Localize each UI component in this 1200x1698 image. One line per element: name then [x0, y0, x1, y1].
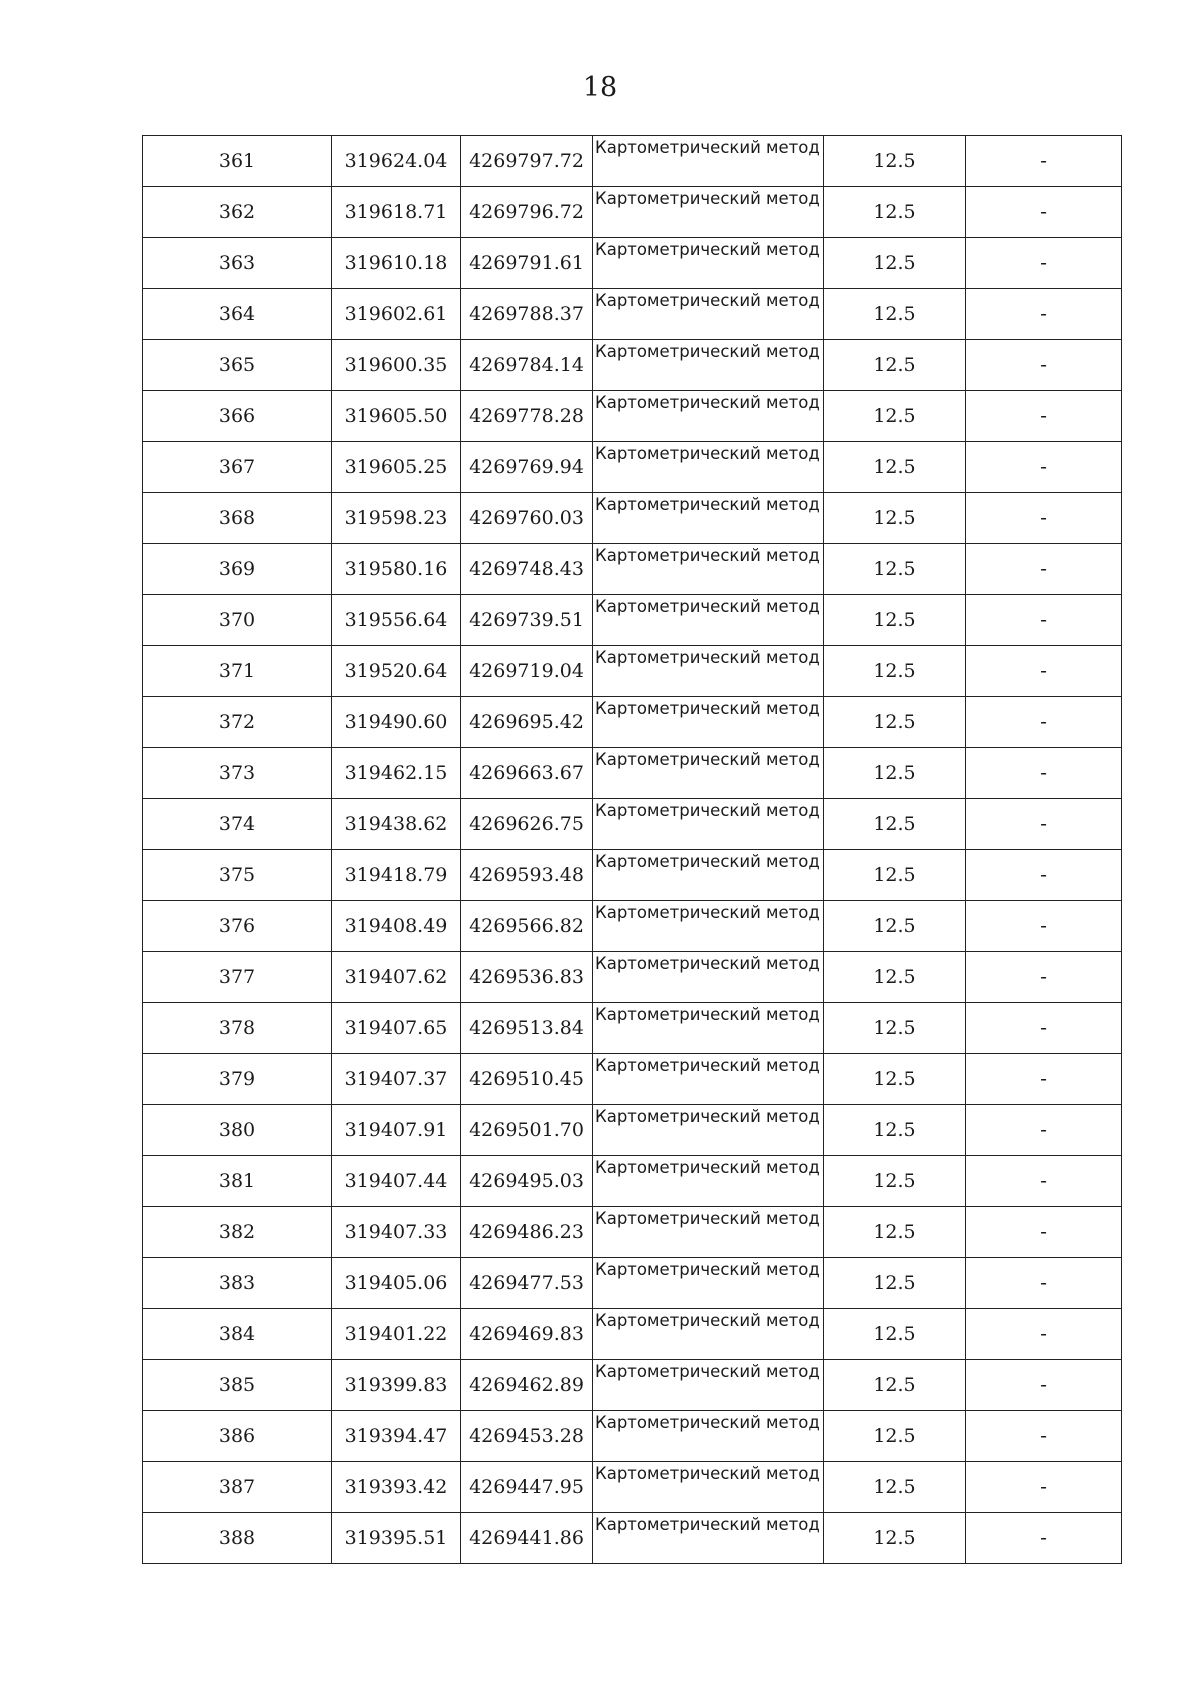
accuracy-cell: 12.5 [824, 901, 966, 952]
method-cell: Картометрический метод [593, 595, 824, 646]
note-cell: - [966, 1003, 1122, 1054]
accuracy-cell: 12.5 [824, 1462, 966, 1513]
table-row [143, 901, 1122, 952]
point-number-cell: 381 [143, 1156, 332, 1207]
method-cell: Картометрический метод [593, 697, 824, 748]
method-cell: Картометрический метод [593, 799, 824, 850]
note-cell: - [966, 1309, 1122, 1360]
accuracy-cell: 12.5 [824, 1360, 966, 1411]
accuracy-cell: 12.5 [824, 1156, 966, 1207]
table-row [143, 1003, 1122, 1054]
table-row [143, 1513, 1122, 1564]
point-number-cell: 373 [143, 748, 332, 799]
note-cell: - [966, 1207, 1122, 1258]
x-coordinate-cell: 319580.16 [332, 544, 461, 595]
point-number-cell: 362 [143, 187, 332, 238]
note-cell: - [966, 799, 1122, 850]
x-coordinate-cell: 319605.50 [332, 391, 461, 442]
point-number-cell: 368 [143, 493, 332, 544]
note-cell: - [966, 442, 1122, 493]
accuracy-cell: 12.5 [824, 1003, 966, 1054]
note-cell: - [966, 952, 1122, 1003]
point-number-cell: 386 [143, 1411, 332, 1462]
accuracy-cell: 12.5 [824, 136, 966, 187]
note-cell: - [966, 646, 1122, 697]
table-row [143, 136, 1122, 187]
point-number-cell: 370 [143, 595, 332, 646]
method-cell: Картометрический метод [593, 1462, 824, 1513]
note-cell: - [966, 1258, 1122, 1309]
note-cell: - [966, 391, 1122, 442]
note-cell: - [966, 238, 1122, 289]
x-coordinate-cell: 319399.83 [332, 1360, 461, 1411]
method-cell: Картометрический метод [593, 1003, 824, 1054]
y-coordinate-cell: 4269788.37 [461, 289, 593, 340]
accuracy-cell: 12.5 [824, 1309, 966, 1360]
method-cell: Картометрический метод [593, 544, 824, 595]
accuracy-cell: 12.5 [824, 1258, 966, 1309]
table-row [143, 646, 1122, 697]
method-cell: Картометрический метод [593, 748, 824, 799]
method-cell: Картометрический метод [593, 1309, 824, 1360]
accuracy-cell: 12.5 [824, 544, 966, 595]
method-cell: Картометрический метод [593, 493, 824, 544]
note-cell: - [966, 1054, 1122, 1105]
x-coordinate-cell: 319610.18 [332, 238, 461, 289]
table-row [143, 289, 1122, 340]
method-cell: Картометрический метод [593, 952, 824, 1003]
note-cell: - [966, 289, 1122, 340]
x-coordinate-cell: 319600.35 [332, 340, 461, 391]
accuracy-cell: 12.5 [824, 799, 966, 850]
table-row [143, 1360, 1122, 1411]
method-cell: Картометрический метод [593, 1156, 824, 1207]
method-cell: Картометрический метод [593, 1105, 824, 1156]
y-coordinate-cell: 4269593.48 [461, 850, 593, 901]
x-coordinate-cell: 319395.51 [332, 1513, 461, 1564]
table-row [143, 1054, 1122, 1105]
y-coordinate-cell: 4269719.04 [461, 646, 593, 697]
table-row [143, 1462, 1122, 1513]
x-coordinate-cell: 319405.06 [332, 1258, 461, 1309]
method-cell: Картометрический метод [593, 187, 824, 238]
accuracy-cell: 12.5 [824, 646, 966, 697]
point-number-cell: 378 [143, 1003, 332, 1054]
accuracy-cell: 12.5 [824, 595, 966, 646]
accuracy-cell: 12.5 [824, 391, 966, 442]
x-coordinate-cell: 319393.42 [332, 1462, 461, 1513]
note-cell: - [966, 1105, 1122, 1156]
point-number-cell: 388 [143, 1513, 332, 1564]
method-cell: Картометрический метод [593, 850, 824, 901]
x-coordinate-cell: 319407.33 [332, 1207, 461, 1258]
point-number-cell: 383 [143, 1258, 332, 1309]
point-number-cell: 364 [143, 289, 332, 340]
y-coordinate-cell: 4269796.72 [461, 187, 593, 238]
point-number-cell: 385 [143, 1360, 332, 1411]
accuracy-cell: 12.5 [824, 952, 966, 1003]
accuracy-cell: 12.5 [824, 238, 966, 289]
x-coordinate-cell: 319407.62 [332, 952, 461, 1003]
point-number-cell: 363 [143, 238, 332, 289]
accuracy-cell: 12.5 [824, 340, 966, 391]
table-row [143, 748, 1122, 799]
table-row [143, 697, 1122, 748]
accuracy-cell: 12.5 [824, 850, 966, 901]
page-number: 18 [582, 72, 618, 103]
note-cell: - [966, 340, 1122, 391]
note-cell: - [966, 1462, 1122, 1513]
table-row [143, 391, 1122, 442]
method-cell: Картометрический метод [593, 1411, 824, 1462]
point-number-cell: 367 [143, 442, 332, 493]
note-cell: - [966, 493, 1122, 544]
table-row [143, 442, 1122, 493]
point-number-cell: 379 [143, 1054, 332, 1105]
table-row [143, 1309, 1122, 1360]
table-row [143, 595, 1122, 646]
y-coordinate-cell: 4269626.75 [461, 799, 593, 850]
y-coordinate-cell: 4269513.84 [461, 1003, 593, 1054]
table-row [143, 544, 1122, 595]
y-coordinate-cell: 4269791.61 [461, 238, 593, 289]
point-number-cell: 365 [143, 340, 332, 391]
table-row [143, 799, 1122, 850]
table-row [143, 493, 1122, 544]
table-row [143, 952, 1122, 1003]
method-cell: Картометрический метод [593, 340, 824, 391]
table-row [143, 238, 1122, 289]
point-number-cell: 382 [143, 1207, 332, 1258]
table-row [143, 1156, 1122, 1207]
accuracy-cell: 12.5 [824, 289, 966, 340]
x-coordinate-cell: 319394.47 [332, 1411, 461, 1462]
x-coordinate-cell: 319624.04 [332, 136, 461, 187]
method-cell: Картометрический метод [593, 391, 824, 442]
x-coordinate-cell: 319407.44 [332, 1156, 461, 1207]
y-coordinate-cell: 4269462.89 [461, 1360, 593, 1411]
y-coordinate-cell: 4269760.03 [461, 493, 593, 544]
point-number-cell: 384 [143, 1309, 332, 1360]
y-coordinate-cell: 4269695.42 [461, 697, 593, 748]
accuracy-cell: 12.5 [824, 493, 966, 544]
accuracy-cell: 12.5 [824, 442, 966, 493]
x-coordinate-cell: 319408.49 [332, 901, 461, 952]
note-cell: - [966, 1156, 1122, 1207]
method-cell: Картометрический метод [593, 901, 824, 952]
y-coordinate-cell: 4269447.95 [461, 1462, 593, 1513]
y-coordinate-cell: 4269477.53 [461, 1258, 593, 1309]
table-row [143, 1258, 1122, 1309]
x-coordinate-cell: 319598.23 [332, 493, 461, 544]
table-row [143, 1411, 1122, 1462]
point-number-cell: 366 [143, 391, 332, 442]
method-cell: Картометрический метод [593, 238, 824, 289]
accuracy-cell: 12.5 [824, 1105, 966, 1156]
x-coordinate-cell: 319490.60 [332, 697, 461, 748]
accuracy-cell: 12.5 [824, 187, 966, 238]
note-cell: - [966, 544, 1122, 595]
point-number-cell: 377 [143, 952, 332, 1003]
y-coordinate-cell: 4269769.94 [461, 442, 593, 493]
accuracy-cell: 12.5 [824, 1054, 966, 1105]
accuracy-cell: 12.5 [824, 1207, 966, 1258]
point-number-cell: 371 [143, 646, 332, 697]
table-row [143, 1207, 1122, 1258]
point-number-cell: 361 [143, 136, 332, 187]
method-cell: Картометрический метод [593, 1258, 824, 1309]
note-cell: - [966, 136, 1122, 187]
y-coordinate-cell: 4269441.86 [461, 1513, 593, 1564]
y-coordinate-cell: 4269566.82 [461, 901, 593, 952]
y-coordinate-cell: 4269739.51 [461, 595, 593, 646]
point-number-cell: 374 [143, 799, 332, 850]
point-number-cell: 387 [143, 1462, 332, 1513]
coordinates-table-body [143, 136, 1122, 1564]
method-cell: Картометрический метод [593, 442, 824, 493]
accuracy-cell: 12.5 [824, 1411, 966, 1462]
y-coordinate-cell: 4269501.70 [461, 1105, 593, 1156]
point-number-cell: 369 [143, 544, 332, 595]
y-coordinate-cell: 4269536.83 [461, 952, 593, 1003]
note-cell: - [966, 697, 1122, 748]
y-coordinate-cell: 4269469.83 [461, 1309, 593, 1360]
x-coordinate-cell: 319418.79 [332, 850, 461, 901]
method-cell: Картометрический метод [593, 646, 824, 697]
x-coordinate-cell: 319401.22 [332, 1309, 461, 1360]
y-coordinate-cell: 4269486.23 [461, 1207, 593, 1258]
y-coordinate-cell: 4269797.72 [461, 136, 593, 187]
note-cell: - [966, 595, 1122, 646]
table-row [143, 850, 1122, 901]
accuracy-cell: 12.5 [824, 1513, 966, 1564]
note-cell: - [966, 901, 1122, 952]
method-cell: Картометрический метод [593, 1054, 824, 1105]
x-coordinate-cell: 319407.37 [332, 1054, 461, 1105]
x-coordinate-cell: 319407.91 [332, 1105, 461, 1156]
accuracy-cell: 12.5 [824, 748, 966, 799]
point-number-cell: 372 [143, 697, 332, 748]
y-coordinate-cell: 4269453.28 [461, 1411, 593, 1462]
table-row [143, 187, 1122, 238]
table-row [143, 1105, 1122, 1156]
x-coordinate-cell: 319602.61 [332, 289, 461, 340]
note-cell: - [966, 187, 1122, 238]
method-cell: Картометрический метод [593, 1513, 824, 1564]
x-coordinate-cell: 319618.71 [332, 187, 461, 238]
method-cell: Картометрический метод [593, 1207, 824, 1258]
y-coordinate-cell: 4269495.03 [461, 1156, 593, 1207]
note-cell: - [966, 1360, 1122, 1411]
x-coordinate-cell: 319556.64 [332, 595, 461, 646]
x-coordinate-cell: 319520.64 [332, 646, 461, 697]
x-coordinate-cell: 319462.15 [332, 748, 461, 799]
x-coordinate-cell: 319605.25 [332, 442, 461, 493]
note-cell: - [966, 1513, 1122, 1564]
note-cell: - [966, 748, 1122, 799]
table-row [143, 340, 1122, 391]
y-coordinate-cell: 4269778.28 [461, 391, 593, 442]
note-cell: - [966, 850, 1122, 901]
y-coordinate-cell: 4269784.14 [461, 340, 593, 391]
method-cell: Картометрический метод [593, 136, 824, 187]
y-coordinate-cell: 4269663.67 [461, 748, 593, 799]
point-number-cell: 376 [143, 901, 332, 952]
coordinates-table [142, 135, 1122, 1564]
method-cell: Картометрический метод [593, 289, 824, 340]
x-coordinate-cell: 319438.62 [332, 799, 461, 850]
x-coordinate-cell: 319407.65 [332, 1003, 461, 1054]
note-cell: - [966, 1411, 1122, 1462]
y-coordinate-cell: 4269510.45 [461, 1054, 593, 1105]
point-number-cell: 375 [143, 850, 332, 901]
y-coordinate-cell: 4269748.43 [461, 544, 593, 595]
point-number-cell: 380 [143, 1105, 332, 1156]
method-cell: Картометрический метод [593, 1360, 824, 1411]
accuracy-cell: 12.5 [824, 697, 966, 748]
